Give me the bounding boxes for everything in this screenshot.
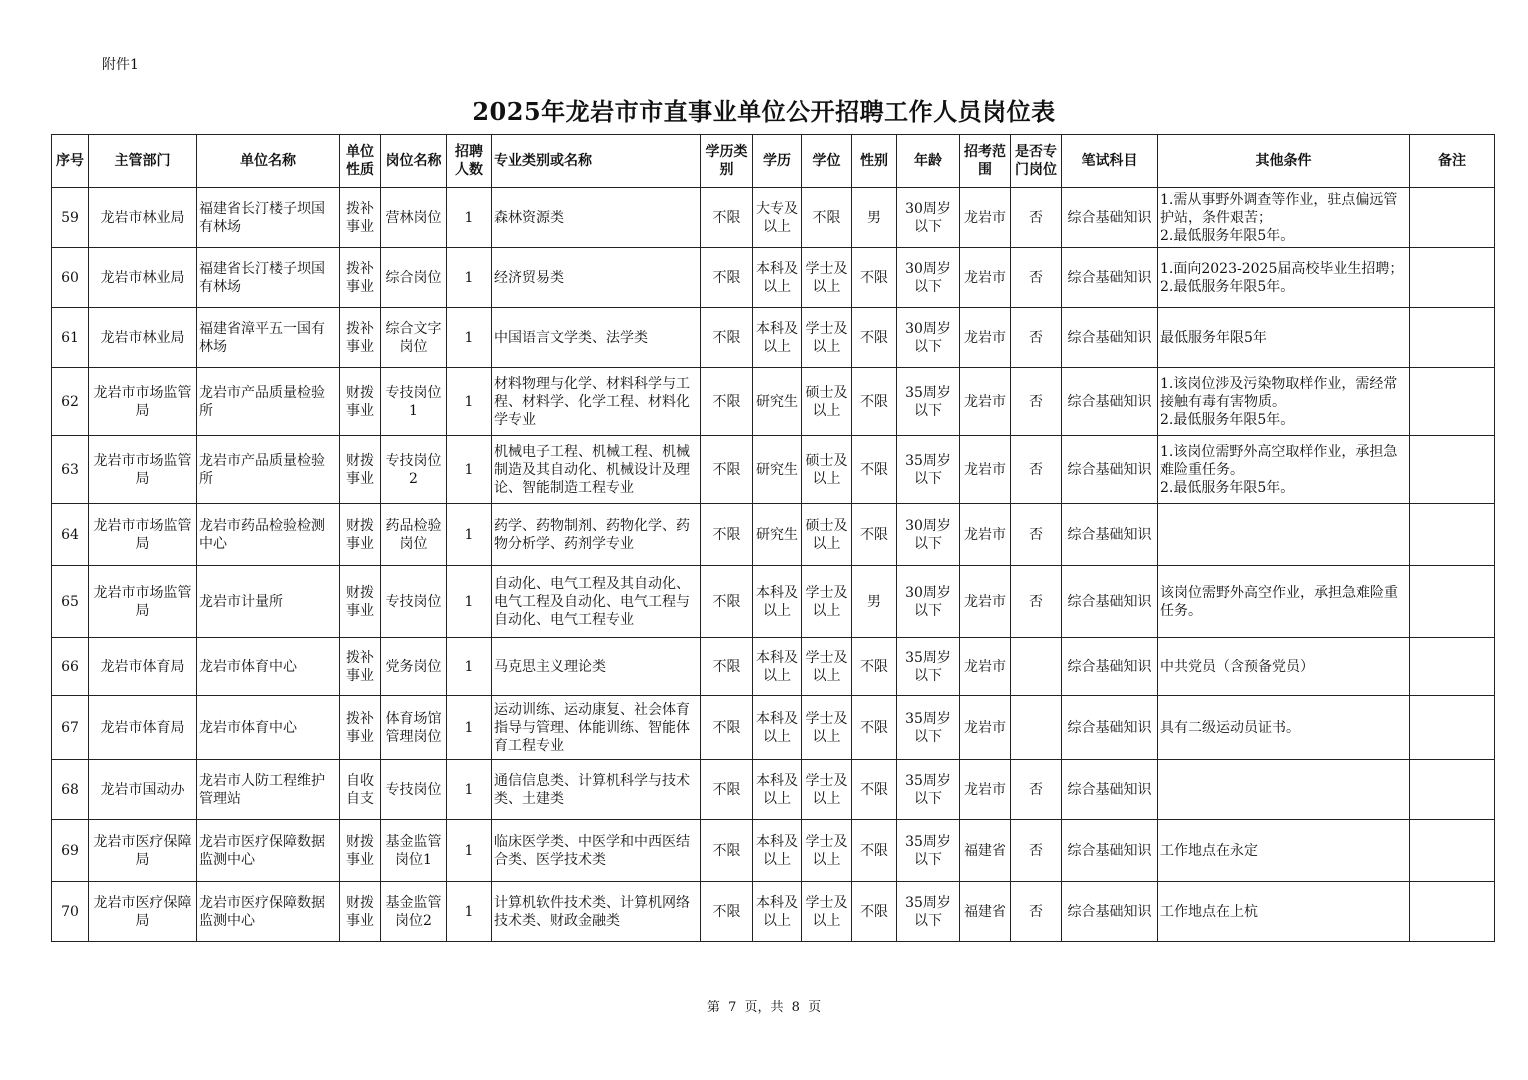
table-header-row [52,135,1495,188]
table-cell: 拨补事业 [340,248,381,308]
table-cell: 龙岩市 [960,566,1011,638]
table-cell: 硕士及以上 [802,436,852,504]
table-cell: 综合基础知识 [1062,436,1158,504]
header-cell: 单位性质 [340,135,381,188]
table-cell: 综合基础知识 [1062,820,1158,882]
table-cell [1410,188,1495,248]
table-cell: 否 [1011,882,1062,942]
table-cell: 拨补事业 [340,308,381,368]
header-cell: 主管部门 [89,135,197,188]
table-cell: 中国语言文学类、法学类 [492,308,701,368]
table-cell: 本科及以上 [753,820,802,882]
table-cell: 不限 [802,188,852,248]
table-cell: 学士及以上 [802,696,852,760]
table-cell: 1 [447,436,492,504]
table-cell: 龙岩市 [960,368,1011,436]
table-cell: 综合基础知识 [1062,188,1158,248]
table-cell: 不限 [852,760,897,820]
table-cell: 龙岩市体育局 [89,696,197,760]
table-cell [1158,760,1410,820]
table-cell [1011,638,1062,696]
table-row [52,882,1495,942]
table-cell: 龙岩市医疗保障数据监测中心 [197,820,340,882]
table-row [52,188,1495,248]
table-cell: 研究生 [753,436,802,504]
table-cell: 否 [1011,760,1062,820]
table-cell: 本科及以上 [753,308,802,368]
table-cell: 硕士及以上 [802,368,852,436]
table-cell: 62 [52,368,89,436]
table-cell: 研究生 [753,504,802,566]
table-cell: 1 [447,760,492,820]
table-cell: 经济贸易类 [492,248,701,308]
table-cell [1158,504,1410,566]
page-title: 2025年龙岩市市直事业单位公开招聘工作人员岗位表 [472,97,1056,126]
table-cell: 药品检验岗位 [381,504,447,566]
table-cell: 不限 [852,308,897,368]
table-cell: 营林岗位 [381,188,447,248]
table-cell: 福建省长汀楼子坝国有林场 [197,248,340,308]
table-cell: 龙岩市林业局 [89,308,197,368]
table-cell: 68 [52,760,89,820]
footer-middle: 页，共 [744,1000,784,1015]
table-cell: 35周岁以下 [897,760,960,820]
table-cell: 福建省长汀楼子坝国有林场 [197,188,340,248]
table-cell: 35周岁以下 [897,882,960,942]
header-cell: 学位 [802,135,852,188]
table-cell: 该岗位需野外高空作业，承担急难险重任务。 [1158,566,1410,638]
table-cell: 龙岩市 [960,638,1011,696]
header-cell: 序号 [52,135,89,188]
attachment-label: 附件1 [102,57,139,73]
table-cell: 66 [52,638,89,696]
table-cell: 综合文字岗位 [381,308,447,368]
table-cell: 学士及以上 [802,308,852,368]
table-cell: 35周岁以下 [897,436,960,504]
table-cell: 不限 [852,504,897,566]
table-cell: 综合岗位 [381,248,447,308]
table-cell: 61 [52,308,89,368]
table-cell [1410,368,1495,436]
table-cell: 运动训练、运动康复、社会体育指导与管理、体能训练、智能体育工程专业 [492,696,701,760]
table-cell: 龙岩市产品质量检验所 [197,368,340,436]
table-cell: 1 [447,368,492,436]
header-cell: 专业类别或名称 [492,135,701,188]
footer-page-number: 7 [728,1000,737,1015]
table-cell: 具有二级运动员证书。 [1158,696,1410,760]
table-cell [1410,760,1495,820]
table-cell: 综合基础知识 [1062,504,1158,566]
table-cell: 30周岁以下 [897,188,960,248]
table-cell: 龙岩市 [960,436,1011,504]
table-row [52,436,1495,504]
table-cell: 否 [1011,188,1062,248]
table-cell: 龙岩市市场监管局 [89,368,197,436]
table-cell [1410,696,1495,760]
table-cell: 不限 [852,248,897,308]
table-cell: 1 [447,248,492,308]
table-cell: 龙岩市市场监管局 [89,504,197,566]
table-cell: 综合基础知识 [1062,308,1158,368]
table-row [52,308,1495,368]
table-cell: 不限 [852,368,897,436]
table-row [52,638,1495,696]
table-row [52,760,1495,820]
table-cell: 不限 [701,638,753,696]
table-cell: 30周岁以下 [897,566,960,638]
table-cell: 龙岩市林业局 [89,248,197,308]
table-cell: 龙岩市医疗保障局 [89,882,197,942]
table-cell: 不限 [852,436,897,504]
table-cell: 1 [447,188,492,248]
header-cell: 是否专门岗位 [1011,135,1062,188]
table-cell: 69 [52,820,89,882]
table-cell: 拨补事业 [340,188,381,248]
header-cell: 年龄 [897,135,960,188]
table-cell: 大专及以上 [753,188,802,248]
table-cell: 龙岩市 [960,760,1011,820]
table-cell: 龙岩市 [960,308,1011,368]
header-cell: 单位名称 [197,135,340,188]
table-cell: 否 [1011,504,1062,566]
table-cell: 本科及以上 [753,882,802,942]
table-cell: 财拨事业 [340,820,381,882]
table-cell: 70 [52,882,89,942]
table-cell: 男 [852,566,897,638]
table-cell: 35周岁以下 [897,820,960,882]
table-cell: 党务岗位 [381,638,447,696]
table-cell: 67 [52,696,89,760]
table-cell: 综合基础知识 [1062,248,1158,308]
table-cell: 1.该岗位需野外高空取样作业，承担急难险重任务。 2.最低服务年限5年。 [1158,436,1410,504]
table-cell: 专技岗位 [381,566,447,638]
table-cell [1410,638,1495,696]
table-cell: 专技岗位2 [381,436,447,504]
table-cell: 不限 [701,368,753,436]
table-cell: 1 [447,696,492,760]
header-cell: 岗位名称 [381,135,447,188]
table-cell: 龙岩市市场监管局 [89,436,197,504]
table-cell: 龙岩市 [960,248,1011,308]
table-cell: 不限 [701,188,753,248]
table-cell: 否 [1011,566,1062,638]
table-cell: 综合基础知识 [1062,368,1158,436]
table-cell: 工作地点在永定 [1158,820,1410,882]
table-cell: 30周岁以下 [897,248,960,308]
table-cell: 60 [52,248,89,308]
table-cell: 35周岁以下 [897,696,960,760]
table-row [52,820,1495,882]
table-cell: 1 [447,820,492,882]
table-cell: 学士及以上 [802,566,852,638]
table-cell: 龙岩市药品检验检测中心 [197,504,340,566]
table-cell [1410,436,1495,504]
table-cell: 不限 [701,882,753,942]
footer-suffix: 页 [808,1000,822,1015]
table-cell: 自动化、电气工程及其自动化、电气工程及自动化、电气工程与自动化、电气工程专业 [492,566,701,638]
table-cell [1410,248,1495,308]
table-cell: 体育场馆管理岗位 [381,696,447,760]
table-cell: 不限 [701,566,753,638]
table-cell: 研究生 [753,368,802,436]
table-cell: 龙岩市医疗保障数据监测中心 [197,882,340,942]
table-cell: 35周岁以下 [897,638,960,696]
table-cell: 综合基础知识 [1062,696,1158,760]
table-cell: 否 [1011,368,1062,436]
table-cell: 综合基础知识 [1062,882,1158,942]
table-cell: 中共党员（含预备党员） [1158,638,1410,696]
table-cell: 1.面向2023-2025届高校毕业生招聘； 2.最低服务年限5年。 [1158,248,1410,308]
table-cell [1011,696,1062,760]
header-cell: 备注 [1410,135,1495,188]
table-cell: 财拨事业 [340,436,381,504]
table-cell: 拨补事业 [340,638,381,696]
table-cell [1410,566,1495,638]
table-cell: 学士及以上 [802,760,852,820]
table-cell [1410,882,1495,942]
table-row [52,504,1495,566]
table-cell: 学士及以上 [802,882,852,942]
table-cell: 本科及以上 [753,760,802,820]
table-cell: 福建省 [960,882,1011,942]
positions-table [51,134,1495,942]
table-cell: 综合基础知识 [1062,566,1158,638]
table-cell: 1 [447,566,492,638]
table-cell: 马克思主义理论类 [492,638,701,696]
table-row [52,566,1495,638]
table-cell: 1 [447,638,492,696]
table-cell: 男 [852,188,897,248]
table-cell: 龙岩市体育中心 [197,638,340,696]
footer-prefix: 第 [706,1000,720,1015]
table-cell: 64 [52,504,89,566]
table-cell: 硕士及以上 [802,504,852,566]
table-cell: 龙岩市国动办 [89,760,197,820]
table-cell: 学士及以上 [802,638,852,696]
table-cell: 最低服务年限5年 [1158,308,1410,368]
table-cell: 龙岩市医疗保障局 [89,820,197,882]
table-cell: 否 [1011,248,1062,308]
table-cell: 基金监管岗位1 [381,820,447,882]
table-cell: 63 [52,436,89,504]
table-cell: 35周岁以下 [897,368,960,436]
table-cell: 龙岩市体育中心 [197,696,340,760]
table-cell: 综合基础知识 [1062,638,1158,696]
table-cell: 计算机软件技术类、计算机网络技术类、财政金融类 [492,882,701,942]
table-cell: 龙岩市 [960,696,1011,760]
table-cell: 30周岁以下 [897,504,960,566]
table-cell: 机械电子工程、机械工程、机械制造及其自动化、机械设计及理论、智能制造工程专业 [492,436,701,504]
table-cell: 不限 [701,504,753,566]
header-cell: 其他条件 [1158,135,1410,188]
table-cell: 1 [447,504,492,566]
header-cell: 笔试科目 [1062,135,1158,188]
table-cell: 不限 [852,638,897,696]
table-cell: 不限 [701,696,753,760]
table-cell [1410,308,1495,368]
table-cell: 龙岩市 [960,188,1011,248]
table-cell: 不限 [701,248,753,308]
table-cell: 1 [447,882,492,942]
table-row [52,368,1495,436]
table-cell: 龙岩市体育局 [89,638,197,696]
table-cell: 龙岩市 [960,504,1011,566]
table-cell: 不限 [852,820,897,882]
table-cell: 福建省漳平五一国有林场 [197,308,340,368]
table-cell: 财拨事业 [340,882,381,942]
table-cell: 龙岩市产品质量检验所 [197,436,340,504]
table-cell: 学士及以上 [802,820,852,882]
table-cell: 龙岩市市场监管局 [89,566,197,638]
table-cell: 专技岗位 [381,760,447,820]
footer-total-pages: 8 [791,1000,800,1015]
table-cell: 学士及以上 [802,248,852,308]
table-row [52,696,1495,760]
table-cell: 1.该岗位涉及污染物取样作业，需经常接触有毒有害物质。 2.最低服务年限5年。 [1158,368,1410,436]
table-cell: 通信信息类、计算机科学与技术类、土建类 [492,760,701,820]
table-cell: 自收自支 [340,760,381,820]
table-cell: 财拨事业 [340,368,381,436]
table-cell: 材料物理与化学、材料科学与工程、材料学、化学工程、材料化学专业 [492,368,701,436]
table-cell: 拨补事业 [340,696,381,760]
table-cell: 不限 [852,696,897,760]
table-cell [1410,820,1495,882]
header-cell: 学历 [753,135,802,188]
table-cell: 1.需从事野外调查等作业，驻点偏远管护站，条件艰苦； 2.最低服务年限5年。 [1158,188,1410,248]
header-cell: 招考范围 [960,135,1011,188]
table-cell: 不限 [701,820,753,882]
table-cell: 不限 [701,760,753,820]
header-cell: 招聘人数 [447,135,492,188]
table-cell [1410,504,1495,566]
header-cell: 学历类别 [701,135,753,188]
table-cell: 否 [1011,308,1062,368]
table-cell: 综合基础知识 [1062,760,1158,820]
table-cell: 龙岩市人防工程维护管理站 [197,760,340,820]
table-cell: 工作地点在上杭 [1158,882,1410,942]
table-cell: 本科及以上 [753,248,802,308]
table-cell: 本科及以上 [753,696,802,760]
table-row [52,248,1495,308]
table-cell: 65 [52,566,89,638]
table-cell: 否 [1011,820,1062,882]
table-cell: 30周岁以下 [897,308,960,368]
table-cell: 59 [52,188,89,248]
table-cell: 龙岩市林业局 [89,188,197,248]
table-cell: 不限 [701,308,753,368]
table-cell: 药学、药物制剂、药物化学、药物分析学、药剂学专业 [492,504,701,566]
table-cell: 否 [1011,436,1062,504]
table-cell: 财拨事业 [340,566,381,638]
table-cell: 1 [447,308,492,368]
table-cell: 本科及以上 [753,566,802,638]
table-cell: 财拨事业 [340,504,381,566]
table-cell: 不限 [701,436,753,504]
table-cell: 不限 [852,882,897,942]
header-cell: 性别 [852,135,897,188]
table-cell: 专技岗位1 [381,368,447,436]
table-cell: 临床医学类、中医学和中西医结合类、医学技术类 [492,820,701,882]
table-cell: 本科及以上 [753,638,802,696]
table-cell: 基金监管岗位2 [381,882,447,942]
table-cell: 龙岩市计量所 [197,566,340,638]
table-cell: 森林资源类 [492,188,701,248]
table-cell: 福建省 [960,820,1011,882]
page-footer [0,996,1528,1015]
